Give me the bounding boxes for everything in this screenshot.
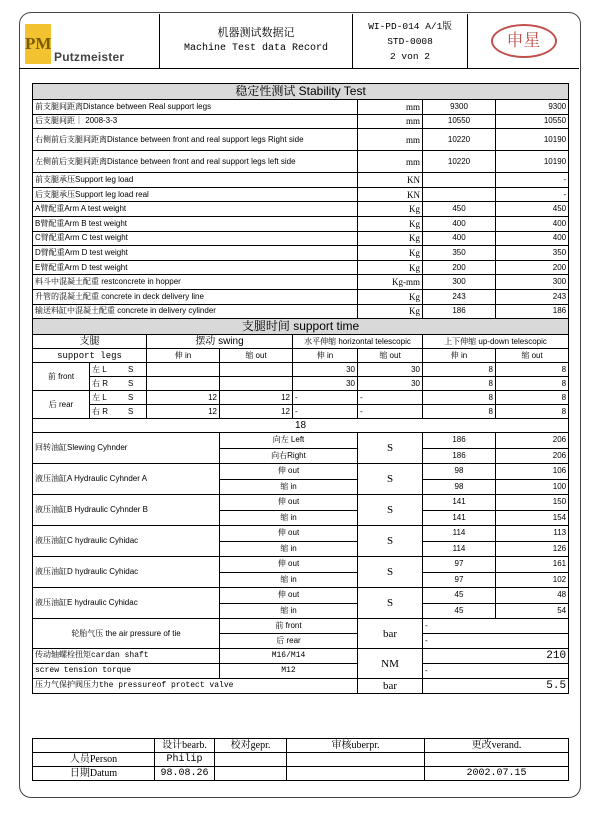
shaft-value-1: 210	[423, 649, 569, 664]
sig-person-label: 人员Person	[33, 753, 155, 767]
cylinder-value-b1: 114	[423, 541, 496, 557]
stability-value-1	[423, 173, 496, 188]
sig-design-date: 98.08.26	[155, 767, 215, 781]
stability-unit: KN	[358, 173, 423, 188]
cylinder-value-a1: 141	[423, 495, 496, 511]
support-value: 12	[147, 391, 220, 405]
stability-value-2: 10550	[496, 114, 569, 129]
support-value: 30	[293, 377, 358, 391]
tire-rear: 后 rear	[220, 634, 358, 649]
support-front-label: 前 front	[33, 363, 90, 391]
stability-value-2: 400	[496, 216, 569, 231]
stability-unit: Kg	[358, 202, 423, 217]
tire-unit: bar	[358, 619, 423, 649]
tire-label: 轮胎气压 the air pressure of tie	[33, 619, 220, 649]
cylinder-value-b2: 100	[496, 479, 569, 495]
stability-value-1: 300	[423, 275, 496, 290]
cylinder-sub-b: 缩 in	[220, 572, 358, 588]
support-side: 右 R	[92, 406, 108, 416]
doc-page: 2 von 2	[390, 50, 430, 62]
support-unit: S	[128, 378, 134, 388]
cylinder-value-b1: 141	[423, 510, 496, 526]
support-value	[147, 377, 220, 391]
support-subheader: 伸 in	[423, 349, 496, 363]
support-unit: S	[128, 364, 134, 374]
stability-label: 右侧前后支腿间距离Distance between front and real support legs Right side	[33, 129, 358, 151]
cylinder-label: 回转油缸Slewing Cyhnder	[33, 433, 220, 464]
stability-unit: mm	[358, 114, 423, 129]
stability-label: A臂配重Arm A test weight	[33, 202, 358, 217]
cylinder-label: 液压油缸E hydraulic Cyhidac	[33, 588, 220, 619]
support-subheader: 缩 out	[358, 349, 423, 363]
stability-label: D臂配重Arm D test weight	[33, 246, 358, 261]
support-value	[220, 363, 293, 377]
cylinder-unit: S	[358, 557, 423, 588]
stability-label: 输送料缸中混凝土配重 concrete in delivery cylinder	[33, 304, 358, 319]
cylinder-value-a2: 113	[496, 526, 569, 542]
stability-value-2: 400	[496, 231, 569, 246]
logo-mark: PM	[25, 24, 51, 64]
stability-value-2: 243	[496, 289, 569, 304]
cylinder-label: 液压油缸D hydraulic Cyhidac	[33, 557, 220, 588]
test-data-table	[32, 83, 569, 694]
support-leg-cn: 支腿	[33, 335, 147, 349]
stability-value-1: 10220	[423, 151, 496, 173]
shaft-value-2: -	[423, 664, 569, 679]
stability-value-2: 350	[496, 246, 569, 261]
support-value: 8	[423, 377, 496, 391]
section-18-label: 18	[33, 419, 569, 433]
doc-info-cell	[353, 14, 468, 69]
stability-value-2: 450	[496, 202, 569, 217]
signature-table	[32, 738, 569, 781]
cylinder-value-a2: 48	[496, 588, 569, 604]
sig-header-check: 校对gepr.	[215, 739, 287, 753]
stability-value-1: 400	[423, 216, 496, 231]
support-value: -	[358, 391, 423, 405]
stability-label: 前支腿承压Support leg load	[33, 173, 358, 188]
cylinder-sub-b: 向右Right	[220, 448, 358, 464]
support-side-cell	[90, 405, 147, 419]
sig-header-change: 更改verand.	[425, 739, 569, 753]
stability-label: 左侧前后支腿间距离Distance between front and real support legs left side	[33, 151, 358, 173]
support-value: 8	[496, 363, 569, 377]
cylinder-sub-a: 伸 out	[220, 464, 358, 480]
title-cn: 机器测试数据记	[217, 27, 295, 39]
support-value: -	[293, 391, 358, 405]
stability-label: 前支腿间距离Distance between Real support legs	[33, 100, 358, 115]
stability-unit: Kg	[358, 231, 423, 246]
sig-change-date: 2002.07.15	[425, 767, 569, 781]
doc-number: WI-PD-014 A/1版	[368, 20, 452, 32]
stability-unit: KN	[358, 187, 423, 202]
stability-value-2: 10190	[496, 129, 569, 151]
cylinder-unit: S	[358, 495, 423, 526]
stability-unit: Kg	[358, 260, 423, 275]
support-rear-label: 后 rear	[33, 391, 90, 419]
support-side: 左 L	[92, 364, 107, 374]
support-subheader: 伸 in	[147, 349, 220, 363]
support-value	[147, 363, 220, 377]
support-value: 8	[423, 405, 496, 419]
cylinder-unit: S	[358, 526, 423, 557]
support-value: 8	[423, 391, 496, 405]
support-unit: S	[128, 392, 134, 402]
cylinder-label: 液压油缸A Hydraulic Cyhnder A	[33, 464, 220, 495]
stability-value-1: 10550	[423, 114, 496, 129]
support-value: -	[358, 405, 423, 419]
stability-value-1: 450	[423, 202, 496, 217]
shaft-label-2: screw tension torque	[33, 664, 220, 679]
cylinder-sub-a: 伸 out	[220, 588, 358, 604]
shaft-spec-2: M12	[220, 664, 358, 679]
support-value: 8	[496, 405, 569, 419]
stability-label: 后支腿间距｜ 2008-3-3	[33, 114, 358, 129]
cylinder-value-b1: 98	[423, 479, 496, 495]
stability-value-1: 200	[423, 260, 496, 275]
support-value: 12	[220, 391, 293, 405]
logo-cell	[19, 14, 160, 69]
stability-value-2: -	[496, 173, 569, 188]
shaft-unit: NM	[358, 649, 423, 679]
stability-label: 后支腿承压Support leg load real	[33, 187, 358, 202]
cylinder-value-a1: 98	[423, 464, 496, 480]
doc-std: STD-0008	[387, 35, 433, 47]
support-value: 8	[496, 391, 569, 405]
tire-front: 前 front	[220, 619, 358, 634]
title-en: Machine Test data Record	[183, 43, 329, 54]
cylinder-sub-b: 缩 in	[220, 479, 358, 495]
stability-unit: mm	[358, 100, 423, 115]
cylinder-value-b2: 54	[496, 603, 569, 619]
sig-date-label: 日期Datum	[33, 767, 155, 781]
stability-unit: Kg	[358, 216, 423, 231]
sig-design-person: Philip	[155, 753, 215, 767]
sig-header-design: 设计bearb.	[155, 739, 215, 753]
stability-value-2: 9300	[496, 100, 569, 115]
support-title: 支腿时间 support time	[33, 319, 569, 335]
stability-label: 料斗中混凝土配重 restconcrete in hopper	[33, 275, 358, 290]
support-value	[220, 377, 293, 391]
cylinder-label: 液压油缸C hydraulic Cyhidac	[33, 526, 220, 557]
cylinder-value-a1: 186	[423, 433, 496, 449]
support-side-cell	[90, 391, 147, 405]
stability-value-1: 10220	[423, 129, 496, 151]
support-side-cell	[90, 363, 147, 377]
cylinder-sub-a: 伸 out	[220, 526, 358, 542]
support-subheader: 伸 in	[293, 349, 358, 363]
tire-value-rear: -	[423, 634, 569, 649]
stability-value-2: 186	[496, 304, 569, 319]
stability-unit: mm	[358, 129, 423, 151]
valve-unit: bar	[358, 679, 423, 694]
cylinder-value-a1: 114	[423, 526, 496, 542]
stability-title: 稳定性测试 Stability Test	[33, 84, 569, 100]
stability-unit: mm	[358, 151, 423, 173]
shaft-label-1: 传动轴螺栓扭矩cardan shaft	[33, 649, 220, 664]
support-value: 30	[358, 363, 423, 377]
cylinder-sub-a: 向左 Left	[220, 433, 358, 449]
cylinder-unit: S	[358, 588, 423, 619]
support-value: 12	[147, 405, 220, 419]
support-value: 12	[220, 405, 293, 419]
stability-unit: Kg	[358, 304, 423, 319]
stability-label: B臂配重Arm B test weight	[33, 216, 358, 231]
valve-value: 5.5	[423, 679, 569, 694]
support-value: -	[293, 405, 358, 419]
support-horizontal-header: 水平伸缩 horizontal telescopic	[293, 335, 423, 349]
cylinder-sub-a: 伸 out	[220, 557, 358, 573]
stability-value-2: -	[496, 187, 569, 202]
cylinder-value-a2: 106	[496, 464, 569, 480]
shaft-spec-1: M16/M14	[220, 649, 358, 664]
stability-unit: Kg	[358, 289, 423, 304]
company-stamp: 申星	[491, 24, 557, 58]
cylinder-value-a2: 150	[496, 495, 569, 511]
support-value: 8	[496, 377, 569, 391]
support-side: 左 L	[92, 392, 107, 402]
support-updown-header: 上下伸缩 up-down telescopic	[423, 335, 569, 349]
stability-value-1: 400	[423, 231, 496, 246]
support-subheader: 缩 out	[496, 349, 569, 363]
stability-unit: Kg-mm	[358, 275, 423, 290]
stability-label: 升管的混凝土配重 concrete in deck delivery line	[33, 289, 358, 304]
cylinder-value-b1: 186	[423, 448, 496, 464]
cylinder-value-b1: 45	[423, 603, 496, 619]
cylinder-value-b2: 206	[496, 448, 569, 464]
stability-value-1	[423, 187, 496, 202]
stability-label: E臂配重Arm D test weight	[33, 260, 358, 275]
cylinder-sub-b: 缩 in	[220, 541, 358, 557]
cylinder-value-b1: 97	[423, 572, 496, 588]
header-table	[19, 14, 579, 69]
cylinder-value-a1: 45	[423, 588, 496, 604]
cylinder-value-b2: 126	[496, 541, 569, 557]
stability-value-1: 186	[423, 304, 496, 319]
stamp-cell	[468, 14, 580, 69]
cylinder-sub-b: 缩 in	[220, 603, 358, 619]
cylinder-sub-a: 伸 out	[220, 495, 358, 511]
stability-value-2: 200	[496, 260, 569, 275]
support-side: 右 R	[92, 378, 108, 388]
support-leg-en: support legs	[33, 349, 147, 363]
cylinder-unit: S	[358, 433, 423, 464]
stability-value-2: 300	[496, 275, 569, 290]
valve-label: 压力气保护阀压力the pressureof protect valve	[33, 679, 358, 694]
support-unit: S	[128, 406, 134, 416]
stability-value-1: 9300	[423, 100, 496, 115]
stability-value-1: 243	[423, 289, 496, 304]
cylinder-value-a2: 206	[496, 433, 569, 449]
sig-header-review: 审核uberpr.	[287, 739, 425, 753]
cylinder-sub-b: 缩 in	[220, 510, 358, 526]
stability-label: C臂配重Arm C test weight	[33, 231, 358, 246]
cylinder-unit: S	[358, 464, 423, 495]
logo-brand: Putzmeister	[54, 50, 125, 64]
stability-unit: Kg	[358, 246, 423, 261]
support-value: 8	[423, 363, 496, 377]
support-subheader: 缩 out	[220, 349, 293, 363]
support-side-cell	[90, 377, 147, 391]
cylinder-label: 液压油缸B Hydraulic Cyhnder B	[33, 495, 220, 526]
cylinder-value-a2: 161	[496, 557, 569, 573]
stability-value-1: 350	[423, 246, 496, 261]
cylinder-value-a1: 97	[423, 557, 496, 573]
cylinder-value-b2: 154	[496, 510, 569, 526]
support-swing-header: 摆动 swing	[147, 335, 293, 349]
support-value: 30	[358, 377, 423, 391]
support-value: 30	[293, 363, 358, 377]
cylinder-value-b2: 102	[496, 572, 569, 588]
title-cell	[160, 14, 353, 69]
stability-value-2: 10190	[496, 151, 569, 173]
tire-value-front: -	[423, 619, 569, 634]
